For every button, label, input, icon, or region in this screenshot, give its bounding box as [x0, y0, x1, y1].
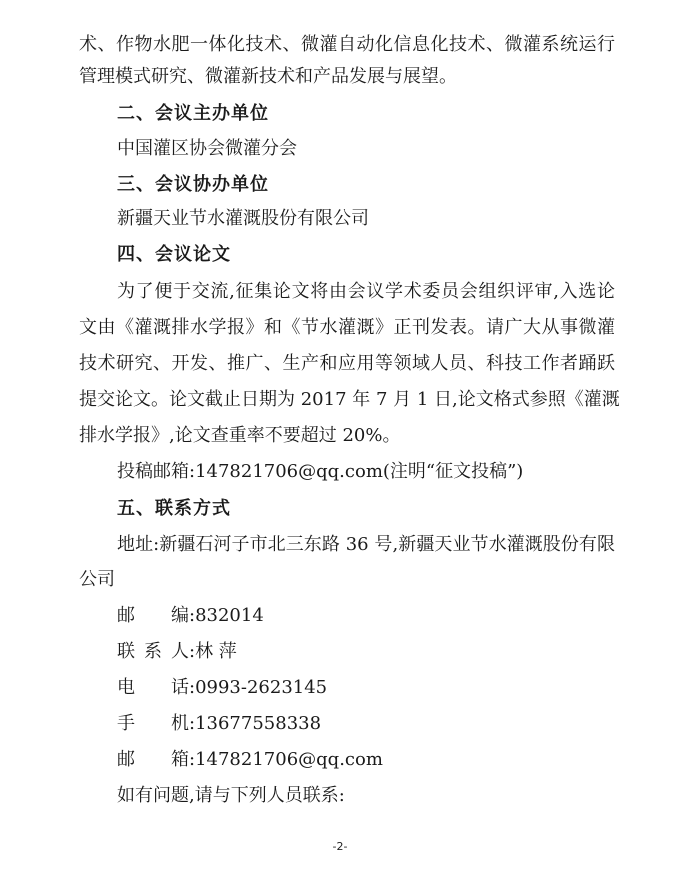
contact-colon: : — [189, 605, 196, 626]
contact-value-phone: 0993-2623145 — [195, 677, 328, 698]
contact-value-email: 147821706@qq.com — [195, 749, 383, 770]
contact-row-phone — [117, 676, 327, 700]
host-organization: 中国灌区协会微灌分会 — [117, 138, 297, 159]
closing-text: 如有问题,请与下列人员联系: — [117, 785, 345, 806]
paper-text-line-2: 文由《灌溉排水学报》和《节水灌溉》正刊发表。请广大从事微灌 — [79, 317, 615, 338]
contact-value-person: 林 萍 — [195, 641, 237, 662]
contact-colon: : — [189, 713, 196, 734]
contact-label-mobile: 手机 — [117, 713, 189, 734]
address-line-2: 公司 — [79, 569, 115, 590]
paper-text-line-4: 提交论文。论文截止日期为 2017 年 7 月 1 日,论文格式参照《灌溉 — [79, 389, 620, 410]
contact-label-email: 邮箱 — [117, 749, 189, 770]
body-text-line-2: 管理模式研究、微灌新技术和产品发展与展望。 — [79, 66, 457, 87]
contact-label-person: 联系人 — [117, 641, 189, 662]
contact-label-phone: 电话 — [117, 677, 189, 698]
body-text-line-1: 术、作物水肥一体化技术、微灌自动化信息化技术、微灌系统运行 — [79, 34, 615, 55]
section-heading-contact: 五、联系方式 — [117, 498, 231, 519]
contact-row-mobile — [117, 712, 321, 736]
contact-colon: : — [189, 641, 196, 662]
contact-value-mobile: 13677558338 — [195, 713, 322, 734]
paper-text-line-1: 为了便于交流,征集论文将由会议学术委员会组织评审,入选论 — [117, 281, 615, 302]
address-line-1: 地址:新疆石河子市北三东路 36 号,新疆天业节水灌溉股份有限 — [117, 534, 615, 555]
paper-text-line-3: 技术研究、开发、推广、生产和应用等领域人员、科技工作者踊跃 — [79, 353, 615, 374]
section-heading-co-host: 三、会议协办单位 — [117, 174, 269, 195]
contact-colon: : — [189, 677, 196, 698]
contact-colon: : — [189, 749, 196, 770]
co-host-organization: 新疆天业节水灌溉股份有限公司 — [117, 208, 369, 229]
contact-row-postcode — [117, 604, 264, 628]
page-number: -2- — [332, 840, 348, 853]
section-heading-papers: 四、会议论文 — [117, 244, 231, 265]
contact-value-postcode: 832014 — [195, 605, 264, 626]
submission-email: 投稿邮箱:147821706@qq.com(注明“征文投稿”) — [117, 461, 524, 482]
paper-text-line-5: 排水学报》,论文查重率不要超过 20%。 — [79, 425, 401, 446]
contact-row-person — [117, 640, 237, 664]
section-heading-host: 二、会议主办单位 — [117, 103, 269, 124]
contact-row-email — [117, 748, 383, 772]
contact-label-postcode: 邮编 — [117, 605, 189, 626]
